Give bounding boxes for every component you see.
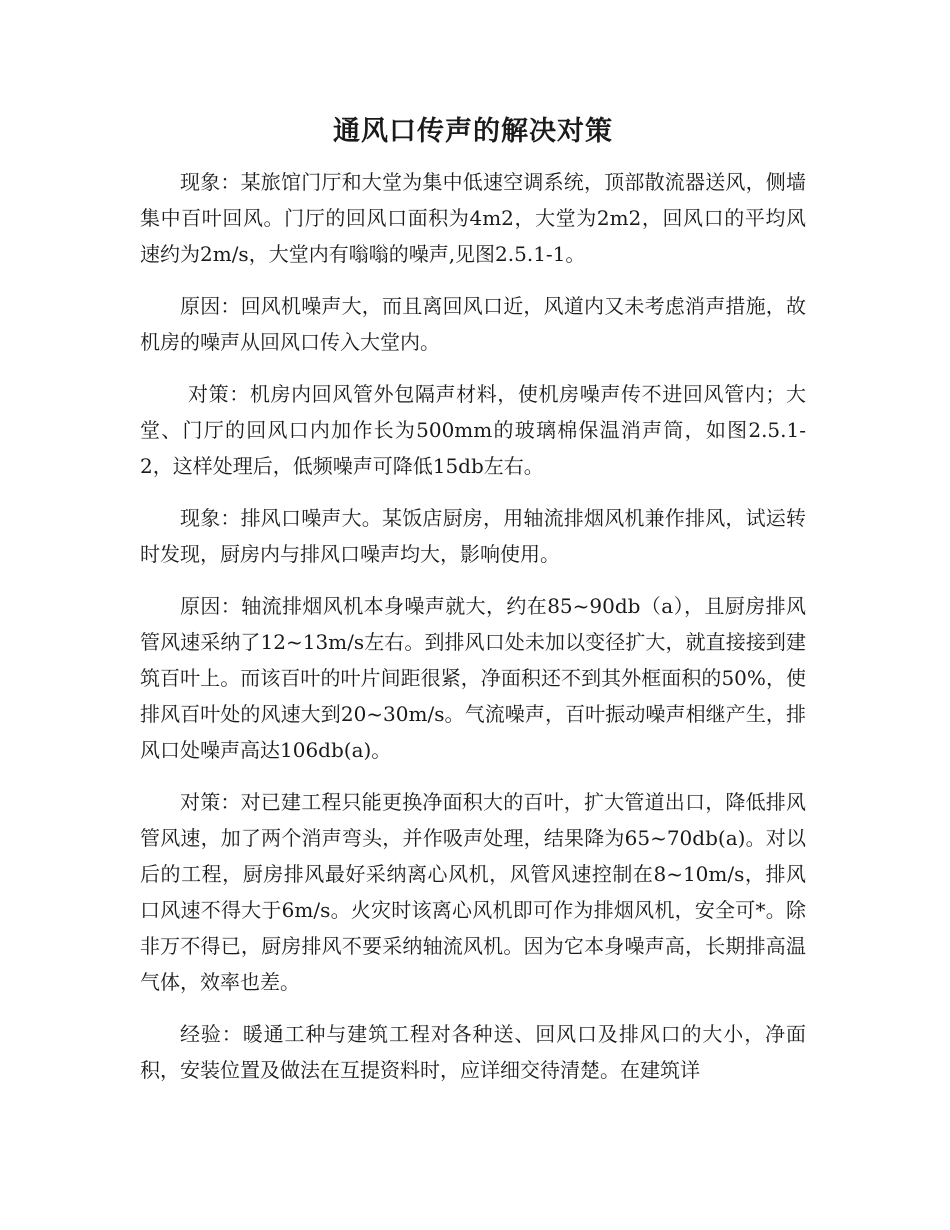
paragraph-experience: 经验：暖通工种与建筑工程对各种送、回风口及排风口的大小，净面积，安装位置及做法在互提资料时，应详细交待清楚。在建筑详 bbox=[140, 1022, 806, 1082]
paragraph-cause-1: 原因：回风机噪声大，而且离回风口近，风道内又未考虑消声措施，故机房的噪声从回风口传入大堂内。 bbox=[140, 294, 806, 354]
paragraph-phenomenon-2: 现象：排风口噪声大。某饭店厨房，用轴流排烟风机兼作排风，试运转时发现，厨房内与排风口噪声均大，影响使用。 bbox=[140, 506, 806, 566]
document-page bbox=[140, 112, 806, 1104]
paragraph-cause-2: 原因：轴流排烟风机本身噪声就大，约在85~90db（a），且厨房排风管风速采纳了12~13m/s左右。到排风口处未加以变径扩大，就直接接到建筑百叶上。而该百叶的叶片间距很紧，净面积还不到其外框面积的50%，使排风百叶处的风速大到20~30m/s。气流噪声，百叶振动噪声相继产生，排风口处噪声高达106db(a)。 bbox=[140, 594, 806, 762]
paragraph-phenomenon-1: 现象：某旅馆门厅和大堂为集中低速空调系统，顶部散流器送风，侧墙集中百叶回风。门厅的回风口面积为4m2，大堂为2m2，回风口的平均风速约为2m/s，大堂内有嗡嗡的噪声,见图2.5.1-1。 bbox=[140, 170, 806, 266]
document-title: 通风口传声的解决对策 bbox=[333, 116, 613, 147]
paragraph-countermeasure-2: 对策：对已建工程只能更换净面积大的百叶，扩大管道出口，降低排风管风速，加了两个消声弯头，并作吸声处理，结果降为65~70db(a)。对以后的工程，厨房排风最好采纳离心风机，风管风速控制在8~10m/s，排风口风速不得大于6m/s。火灾时该离心风机即可作为排烟风机，安全可*。除非万不得已，厨房排风不要采纳轴流风机。因为它本身噪声高，长期排高温气体，效率也差。 bbox=[140, 790, 806, 994]
paragraph-countermeasure-1: 对策：机房内回风管外包隔声材料，使机房噪声传不进回风管内；大堂、门厅的回风口内加作长为500mm的玻璃棉保温消声筒，如图2.5.1-2，这样处理后，低频噪声可降低15db左右。 bbox=[140, 382, 806, 478]
